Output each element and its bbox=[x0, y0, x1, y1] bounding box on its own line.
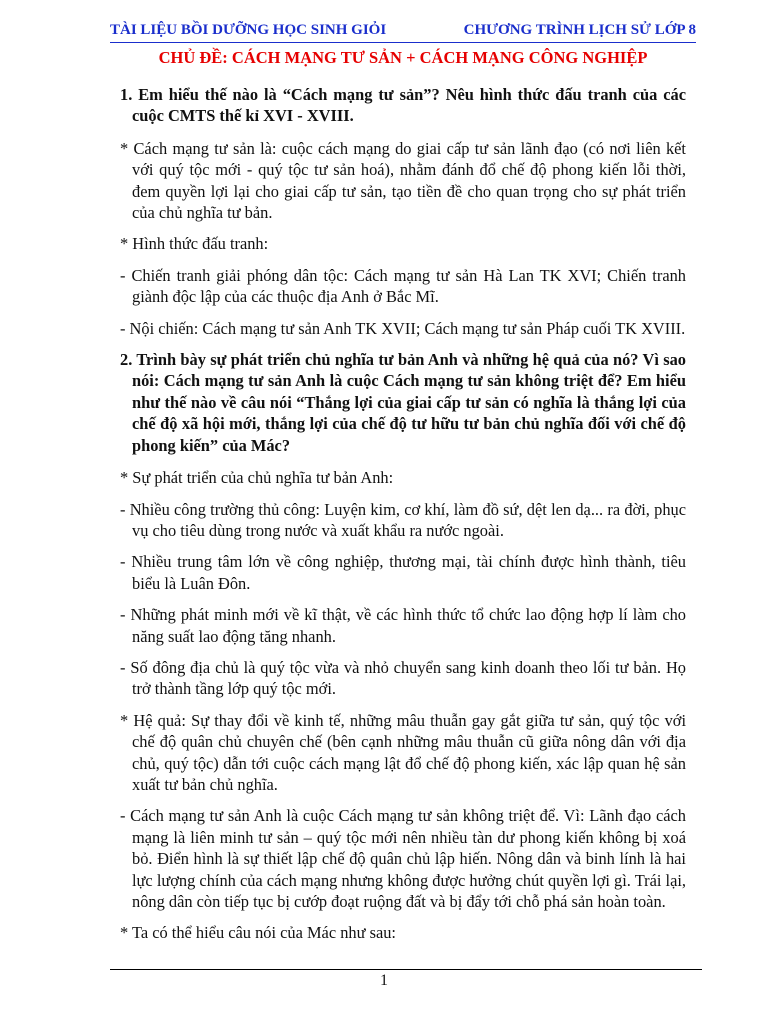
list-item: - Nội chiến: Cách mạng tư sản Anh TK XVII; Cách mạng tư sản Pháp cuối TK XVIII. bbox=[120, 318, 686, 338]
paragraph: * Cách mạng tư sản là: cuộc cách mạng do giai cấp tư sản lãnh đạo (có nơi liên kết với quý tộc mới - quý tộc tư sản hoá), nhằm đánh đổ chế độ phong kiến lỗi thời, đem quyền lợi lại cho giai cấp tư sản, tạo tiền đề cho quan trọng cho sự phát triển của chủ nghĩa tư bản. bbox=[120, 138, 686, 223]
paragraph: * Ta có thể hiểu câu nói của Mác như sau: bbox=[120, 923, 396, 943]
page-number: 1 bbox=[380, 972, 388, 989]
question-2: 2. Trình bày sự phát triển chủ nghĩa tư bản Anh và những hệ quả của nó? Vì sao nói: Cách mạng tư sản Anh là cuộc Cách mạng tư sản không triệt để? Em hiểu như thế nào về câu nói “Thắng lợi của giai cấp tư sản có nghĩa là thắng lợi của chế độ xã hội mới, thắng lợi của chế độ tư hữu tư bản chủ nghĩa đối với chế độ phong kiến” của Mác? bbox=[120, 350, 686, 455]
document-body bbox=[120, 84, 686, 954]
list-item: - Cách mạng tư sản Anh là cuộc Cách mạng tư sản không triệt để. Vì: Lãnh đạo cách mạng là liên minh tư sản – quý tộc mới nên nhiều tàn dư phong kiến không bị xoá bỏ. Điển hình là sự thiết lập chế độ quân chủ lập hiến. Nông dân và binh lính là hai lực lượng chính của cách mạng nhưng không được hưởng chút quyền lợi gì. Trái lại, nông dân còn tiếp tục bị cướp đoạt ruộng đất và bị đẩy tới chỗ phá sản hoàn toàn. bbox=[120, 806, 686, 911]
question-1: 1. Em hiểu thế nào là “Cách mạng tư sản”? Nêu hình thức đấu tranh của các cuộc CMTS thế kỉ XVI - XVIII. bbox=[120, 85, 686, 126]
page-header bbox=[110, 22, 696, 43]
list-item: - Chiến tranh giải phóng dân tộc: Cách mạng tư sản Hà Lan TK XVI; Chiến tranh giành độc lập của các thuộc địa Anh ở Bắc Mĩ. bbox=[120, 265, 686, 307]
header-right-title: CHƯƠNG TRÌNH LỊCH SỬ LỚP 8 bbox=[463, 22, 696, 38]
topic-title: CHỦ ĐỀ: CÁCH MẠNG TƯ SẢN + CÁCH MẠNG CÔNG NGHIỆP bbox=[158, 48, 648, 67]
list-item: - Nhiều trung tâm lớn về công nghiệp, thương mại, tài chính được hình thành, tiêu biểu là Luân Đôn. bbox=[120, 552, 686, 593]
paragraph: * Hệ quả: Sự thay đổi về kinh tế, những mâu thuẫn gay gắt giữa tư sản, quý tộc với chế độ quân chủ chuyên chế (bên cạnh những mâu thuẫn cũ giữa nông dân với địa chủ, quý tộc) dẫn tới cuộc cách mạng lật đổ chế độ phong kiến, xác lập quan hệ sản xuất tư bản chủ nghĩa. bbox=[120, 710, 686, 794]
list-item: - Những phát minh mới về kĩ thật, về các hình thức tổ chức lao động hợp lí làm cho năng suất lao động tăng nhanh. bbox=[120, 605, 686, 646]
footer-divider bbox=[110, 969, 702, 970]
list-item: - Nhiều công trường thủ công: Luyện kim, cơ khí, làm đồ sứ, dệt len dạ... ra đời, phục vụ cho tiêu dùng trong nước và xuất khẩu ra nước ngoài. bbox=[120, 499, 686, 540]
list-item: - Số đông địa chủ là quý tộc vừa và nhỏ chuyển sang kinh doanh theo lối tư bản. Họ trở thành tầng lớp quý tộc mới. bbox=[120, 657, 686, 699]
header-left-title: TÀI LIỆU BỒI DƯỠNG HỌC SINH GIỎI bbox=[110, 22, 387, 38]
paragraph: * Hình thức đấu tranh: bbox=[120, 234, 269, 254]
paragraph: * Sự phát triển của chủ nghĩa tư bản Anh: bbox=[120, 468, 394, 488]
